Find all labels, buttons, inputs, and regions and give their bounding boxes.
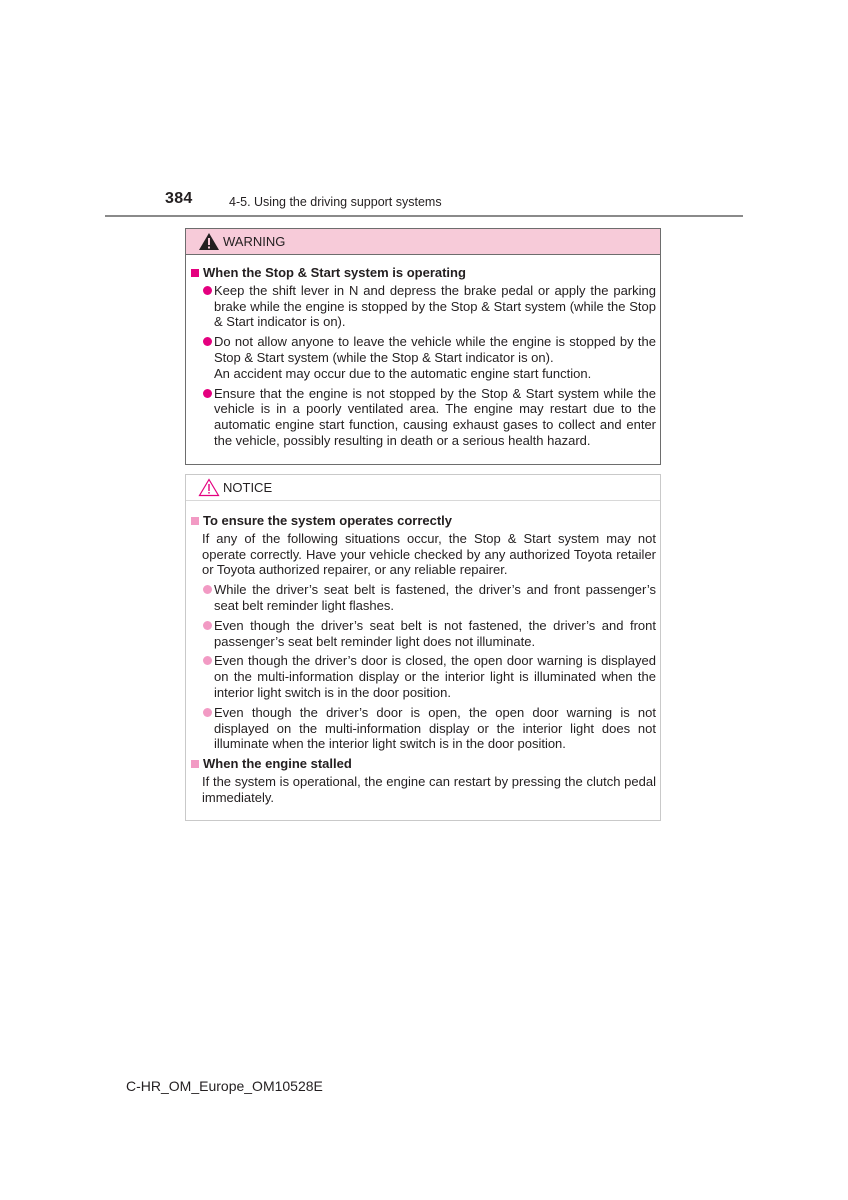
page-number: 384 [165, 190, 193, 207]
notice-heading [191, 513, 656, 529]
warning-bullet [191, 386, 656, 449]
warning-heading [191, 265, 656, 281]
warning-bullet-text: Do not allow anyone to leave the vehicle while the engine is stopped by the Stop & Start system (while the Stop & Start indicator is on). [214, 334, 656, 365]
notice-bullet [191, 582, 656, 614]
warning-heading-text: When the Stop & Start system is operating [203, 265, 466, 280]
notice-bullet-text: While the driver’s seat belt is fastened, the driver’s and front passenger’s seat belt reminder light flashes. [214, 582, 656, 613]
square-bullet-icon [191, 760, 199, 768]
bullet-dot-icon [203, 286, 212, 295]
footer-document-code: C-HR_OM_Europe_OM10528E [126, 1078, 323, 1094]
warning-bullet-text: Keep the shift lever in N and depress the brake pedal or apply the parking brake while the engine is stopped by the Stop & Start system (while the Stop & Start indicator is on). [214, 282, 656, 330]
bullet-dot-icon [203, 656, 212, 665]
bullet-dot-icon [203, 389, 212, 398]
warning-triangle-icon [198, 232, 220, 251]
notice-bullet [191, 618, 656, 650]
notice-label: NOTICE [223, 480, 273, 495]
warning-header [186, 229, 660, 255]
warning-box [185, 228, 661, 465]
header-divider [105, 215, 743, 217]
bullet-dot-icon [203, 337, 212, 346]
section-title: 4-5. Using the driving support systems [229, 195, 442, 209]
notice-bullet-text: Even though the driver’s door is open, the open door warning is not displayed on the multi-information display or the interior light does not illuminate when the interior light switch is in the door position. [214, 704, 656, 752]
notice-header [186, 475, 660, 501]
caution-triangle-icon [198, 478, 220, 497]
warning-bullet-text: Ensure that the engine is not stopped by the Stop & Start system while the vehicle is in a poorly ventilated area. The engine may restart due to the automatic engine start function, causing exhaust gases to collect and enter the vehicle, possibly resulting in death or a serious health hazard. [214, 385, 656, 448]
warning-bullet-text: An accident may occur due to the automatic engine start function. [214, 365, 592, 381]
square-bullet-icon [191, 517, 199, 525]
notice-heading [191, 756, 656, 772]
notice-heading-text: To ensure the system operates correctly [203, 513, 453, 528]
warning-bullet [191, 283, 656, 330]
notice-heading-text: When the engine stalled [203, 756, 352, 772]
warning-bullet [191, 334, 656, 381]
notice-intro: If any of the following situations occur, the Stop & Start system may not operate correctly. Have your vehicle checked by any authorized Toyota retailer or Toyota authorized repairer, or any reliable repairer. [202, 530, 656, 578]
notice-bullet [191, 653, 656, 700]
bullet-dot-icon [203, 621, 212, 630]
square-bullet-icon [191, 269, 199, 277]
notice-box [185, 474, 661, 821]
notice-bullet [191, 705, 656, 752]
notice-text: If the system is operational, the engine can restart by pressing the clutch pedal immediately. [202, 773, 656, 805]
notice-bullet-text: Even though the driver’s seat belt is not fastened, the driver’s and front passenger’s seat belt reminder light does not illuminate. [214, 617, 656, 649]
bullet-dot-icon [203, 708, 212, 717]
bullet-dot-icon [203, 585, 212, 594]
warning-label: WARNING [223, 234, 286, 249]
notice-bullet-text: Even though the driver’s door is closed, the open door warning is displayed on the multi-information display or the interior light is illuminated when the interior light switch is in the door position. [214, 653, 656, 700]
